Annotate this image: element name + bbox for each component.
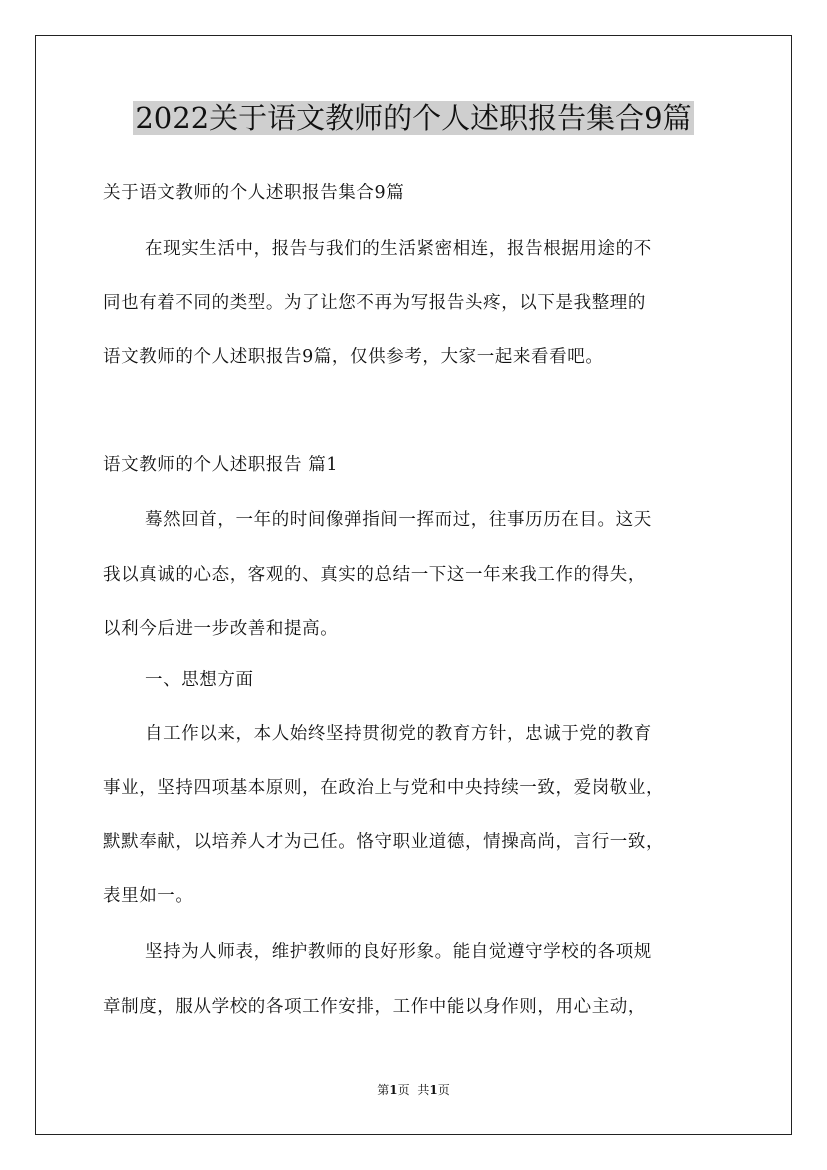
body-line: 蓦然回首，一年的时间像弹指间一挥而过，往事历历在目。这天 <box>145 510 652 530</box>
subsection-heading: 一、思想方面 <box>145 670 254 690</box>
body-line: 坚持为人师表，维护教师的良好形象。能自觉遵守学校的各项规 <box>145 942 652 962</box>
footer-total-suffix: 页 <box>437 1083 450 1097</box>
footer-page-suffix: 页 <box>397 1083 410 1097</box>
footer-total-number: 1 <box>429 1083 438 1097</box>
body-line: 章制度，服从学校的各项工作安排，工作中能以身作则，用心主动， <box>103 997 646 1017</box>
body-line: 自工作以来，本人始终坚持贯彻党的教育方针，忠诚于党的教育 <box>145 724 652 744</box>
document-title-text: 2022关于语文教师的个人述职报告集合9篇 <box>135 101 692 135</box>
footer-total-prefix: 共 <box>417 1083 430 1097</box>
document-title <box>0 96 827 140</box>
body-line: 默默奉献，以培养人才为己任。恪守职业道德，情操高尚，言行一致， <box>103 832 665 852</box>
intro-line: 在现实生活中，报告与我们的生活紧密相连，报告根据用途的不 <box>145 239 652 259</box>
footer-page-prefix: 第 <box>377 1083 390 1097</box>
body-line: 以利今后进一步改善和提高。 <box>103 619 339 639</box>
intro-line: 语文教师的个人述职报告9篇，仅供参考，大家一起来看看吧。 <box>103 347 604 367</box>
body-line: 表里如一。 <box>103 886 194 906</box>
footer-page-number: 1 <box>389 1083 398 1097</box>
body-line: 事业，坚持四项基本原则，在政治上与党和中央持续一致，爱岗敬业， <box>103 778 665 798</box>
body-line: 我以真诚的心态，客观的、真实的总结一下这一年来我工作的得失， <box>103 565 646 585</box>
intro-line: 同也有着不同的类型。为了让您不再为写报告头疼，以下是我整理的 <box>103 293 646 313</box>
section-heading: 语文教师的个人述职报告 篇1 <box>103 455 339 475</box>
document-subtitle: 关于语文教师的个人述职报告集合9篇 <box>103 183 405 203</box>
page-footer <box>0 1081 827 1098</box>
